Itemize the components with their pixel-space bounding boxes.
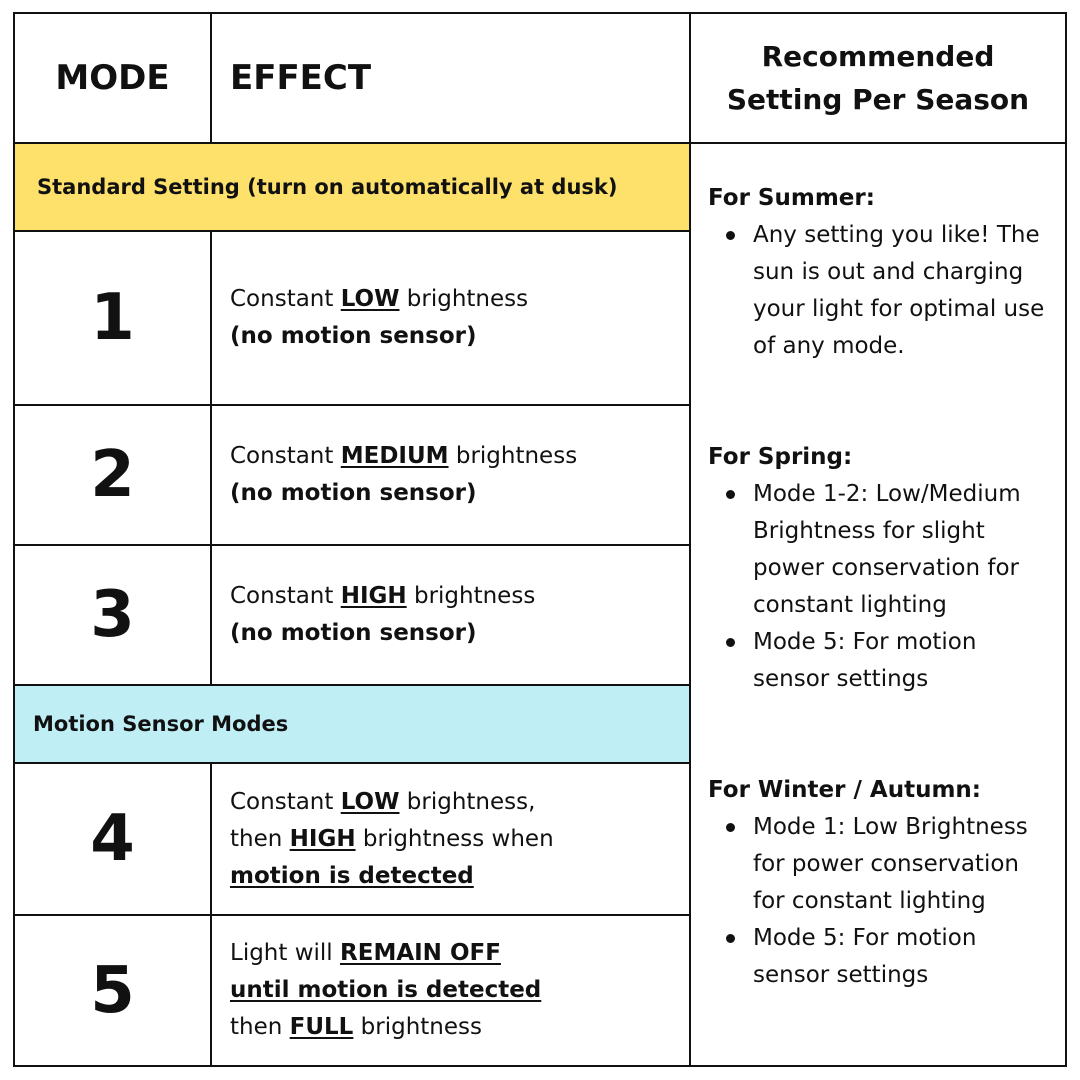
season-bullet-list xyxy=(708,809,1053,994)
effect-keyword: REMAIN OFF xyxy=(340,940,501,966)
mode-number xyxy=(15,232,210,404)
season-bullet-list xyxy=(708,217,1053,365)
effect-keyword: HIGH xyxy=(289,825,356,852)
season-bullet-list xyxy=(708,476,1053,698)
effect-keyword: MEDIUM xyxy=(340,443,449,469)
mode-2-number: 2 xyxy=(90,438,135,512)
effect-keyword: FULL xyxy=(289,1014,354,1040)
effect-keyword: HIGH xyxy=(340,583,407,609)
effect-text: brightness xyxy=(406,583,536,609)
mode-2-effect xyxy=(212,406,689,544)
effect-keyword: LOW xyxy=(340,788,400,815)
motion-sensor-label: Motion Sensor Modes xyxy=(33,712,289,736)
effect-keyword: LOW xyxy=(340,286,400,312)
effect-text: brightness xyxy=(399,286,529,312)
season-summer xyxy=(708,180,1053,365)
effect-text: Light will xyxy=(230,940,341,966)
mode-3-number: 3 xyxy=(90,578,135,652)
effect-text: brightness when xyxy=(355,825,554,852)
season-bullet: Mode 1: Low Brightness for power conservation for constant lighting xyxy=(753,809,1053,920)
standard-setting-label-cell xyxy=(15,144,690,230)
season-title: For Winter / Autumn: xyxy=(708,777,981,803)
effect-text: Constant xyxy=(230,788,341,815)
effect-keyword: motion is detected xyxy=(230,862,474,889)
mode-4-number: 4 xyxy=(90,802,135,876)
mode-3-effect xyxy=(212,546,689,684)
header-effect xyxy=(212,14,689,142)
mode-number xyxy=(15,546,210,684)
effect-text: brightness xyxy=(448,443,578,469)
table-border-right xyxy=(1065,12,1067,1067)
season-title: For Summer: xyxy=(708,185,875,211)
effect-text: then xyxy=(230,825,290,852)
header-effect-label: EFFECT xyxy=(230,58,372,98)
season-bullet: Mode 5: For motion sensor settings xyxy=(753,624,1053,698)
header-mode xyxy=(15,14,210,142)
mode-5-effect xyxy=(212,916,689,1065)
header-recommended-line1: Recommended xyxy=(761,39,995,73)
effect-text: Constant xyxy=(230,443,341,469)
effect-text: brightness xyxy=(353,1014,482,1040)
mode-4-effect xyxy=(212,764,689,914)
season-spring xyxy=(708,439,1053,698)
header-recommended-line2: Setting Per Season xyxy=(726,83,1030,116)
header-mode-label: MODE xyxy=(55,58,170,98)
effect-text: brightness, xyxy=(399,788,536,815)
effect-note: (no motion sensor) xyxy=(230,480,477,506)
mode-number xyxy=(15,916,210,1065)
standard-setting-label: Standard Setting (turn on automatically at dusk) xyxy=(37,175,618,199)
mode-1-number: 1 xyxy=(90,281,135,355)
season-bullet: Mode 1-2: Low/Medium Brightness for slight power conservation for constant lighting xyxy=(753,476,1053,624)
effect-note: (no motion sensor) xyxy=(230,620,477,646)
effect-keyword: until motion is detected xyxy=(230,977,542,1003)
season-winter-autumn xyxy=(708,772,1053,994)
mode-number xyxy=(15,764,210,914)
effect-note: (no motion sensor) xyxy=(230,323,477,349)
effect-text: Constant xyxy=(230,583,341,609)
mode-5-number: 5 xyxy=(90,953,135,1028)
effect-text: then xyxy=(230,1014,290,1040)
motion-sensor-label-cell xyxy=(15,686,690,762)
mode-1-effect xyxy=(212,232,689,404)
header-recommended xyxy=(691,14,1065,142)
mode-number xyxy=(15,406,210,544)
effect-text: Constant xyxy=(230,286,341,312)
season-title: For Spring: xyxy=(708,444,853,470)
season-bullet: Any setting you like! The sun is out and charging your light for optimal use of any mode. xyxy=(753,217,1053,365)
table-border-bottom xyxy=(13,1065,1067,1067)
season-bullet: Mode 5: For motion sensor settings xyxy=(753,920,1053,994)
